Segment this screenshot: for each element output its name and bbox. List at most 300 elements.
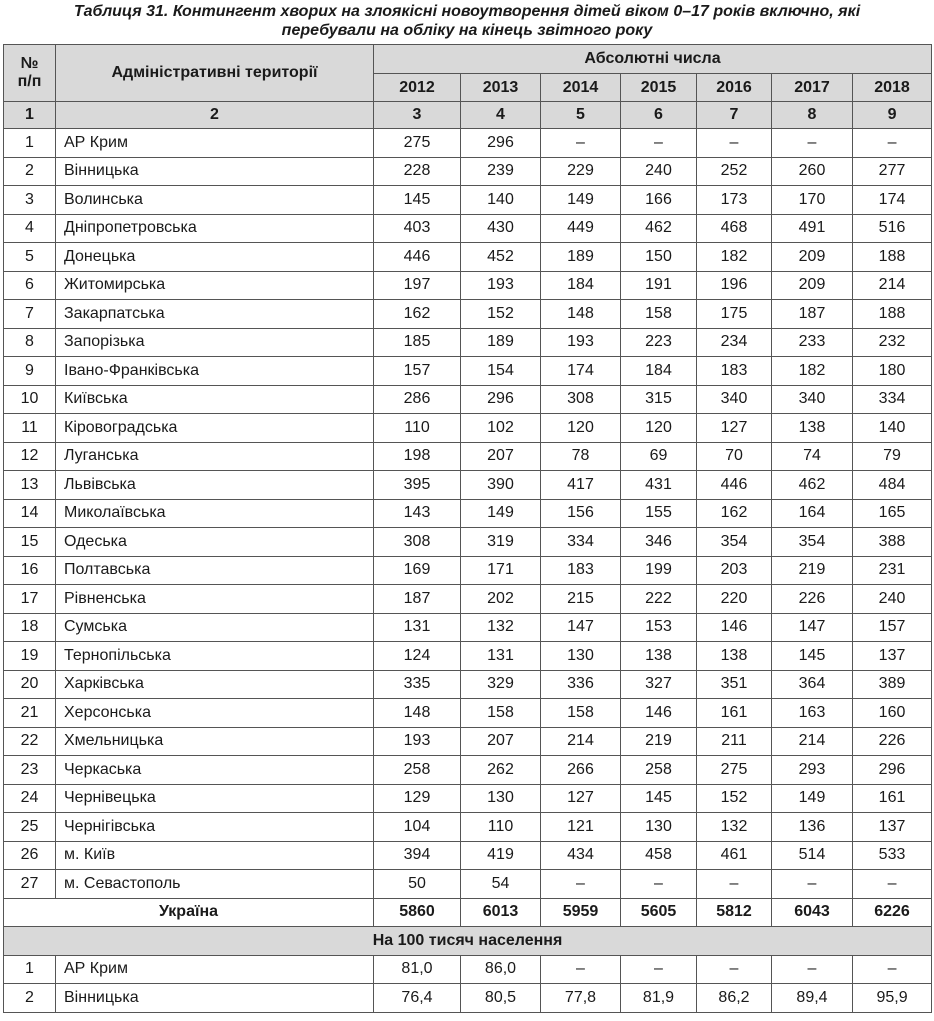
value-cell: – (621, 955, 697, 984)
table-title (0, 0, 934, 44)
value-cell: 163 (772, 699, 853, 728)
value-cell: – (853, 955, 932, 984)
value-cell: 74 (772, 442, 853, 471)
table-row (4, 328, 932, 357)
value-cell: 394 (374, 841, 461, 870)
row-number: 22 (4, 727, 56, 756)
value-cell: 162 (374, 300, 461, 329)
header-year: 2014 (541, 74, 621, 102)
value-cell: 395 (374, 471, 461, 500)
value-cell: 334 (541, 528, 621, 557)
value-cell: 231 (853, 556, 932, 585)
territory-name: АР Крим (56, 129, 374, 158)
value-cell: 132 (697, 813, 772, 842)
value-cell: 203 (697, 556, 772, 585)
table-row (4, 727, 932, 756)
value-cell: 431 (621, 471, 697, 500)
value-cell: 157 (374, 357, 461, 386)
value-cell: 390 (461, 471, 541, 500)
header-year: 2017 (772, 74, 853, 102)
value-cell: 335 (374, 670, 461, 699)
value-cell: 143 (374, 499, 461, 528)
value-cell: 193 (541, 328, 621, 357)
header-year: 2013 (461, 74, 541, 102)
row-number: 6 (4, 271, 56, 300)
value-cell: 137 (853, 813, 932, 842)
value-cell: 219 (772, 556, 853, 585)
value-cell: 187 (772, 300, 853, 329)
value-cell: 461 (697, 841, 772, 870)
value-cell: 419 (461, 841, 541, 870)
value-cell: 296 (461, 129, 541, 158)
value-cell: 209 (772, 271, 853, 300)
value-cell: 145 (621, 784, 697, 813)
header-year: 2012 (374, 74, 461, 102)
value-cell: 188 (853, 300, 932, 329)
value-cell: 104 (374, 813, 461, 842)
value-cell: 180 (853, 357, 932, 386)
row-number: 18 (4, 613, 56, 642)
territory-name: Черкаська (56, 756, 374, 785)
total-value: 6043 (772, 898, 853, 927)
value-cell: 336 (541, 670, 621, 699)
value-cell: 161 (697, 699, 772, 728)
value-cell: 185 (374, 328, 461, 357)
value-cell: 146 (697, 613, 772, 642)
table-row (4, 214, 932, 243)
value-cell: 226 (853, 727, 932, 756)
total-row (4, 898, 932, 927)
header-num-line2: п/п (17, 73, 42, 90)
territory-name: м. Київ (56, 841, 374, 870)
value-cell: 162 (697, 499, 772, 528)
value-cell: 153 (621, 613, 697, 642)
value-cell: 127 (697, 414, 772, 443)
table-row (4, 984, 932, 1013)
value-cell: 458 (621, 841, 697, 870)
territory-name: Миколаївська (56, 499, 374, 528)
table-row (4, 756, 932, 785)
territory-name: Івано-Франківська (56, 357, 374, 386)
value-cell: 214 (772, 727, 853, 756)
row-number: 25 (4, 813, 56, 842)
value-cell: 215 (541, 585, 621, 614)
table-row (4, 499, 932, 528)
value-cell: – (772, 955, 853, 984)
value-cell: 131 (461, 642, 541, 671)
total-value: 5605 (621, 898, 697, 927)
value-cell: 319 (461, 528, 541, 557)
table-row (4, 129, 932, 158)
row-number: 17 (4, 585, 56, 614)
row-number: 9 (4, 357, 56, 386)
territory-name: м. Севастополь (56, 870, 374, 899)
value-cell: – (853, 870, 932, 899)
territory-name: Хмельницька (56, 727, 374, 756)
value-cell: 329 (461, 670, 541, 699)
value-cell: 81,9 (621, 984, 697, 1013)
value-cell: 78 (541, 442, 621, 471)
value-cell: 175 (697, 300, 772, 329)
table-row (4, 585, 932, 614)
table-row (4, 442, 932, 471)
value-cell: 262 (461, 756, 541, 785)
header-num (4, 45, 56, 102)
value-cell: 189 (461, 328, 541, 357)
value-cell: – (621, 129, 697, 158)
value-cell: 173 (697, 186, 772, 215)
section-header-row (4, 927, 932, 956)
total-value: 5860 (374, 898, 461, 927)
territory-name: АР Крим (56, 955, 374, 984)
value-cell: 327 (621, 670, 697, 699)
value-cell: 80,5 (461, 984, 541, 1013)
value-cell: 147 (541, 613, 621, 642)
row-number: 11 (4, 414, 56, 443)
value-cell: 166 (621, 186, 697, 215)
value-cell: 161 (853, 784, 932, 813)
value-cell: 164 (772, 499, 853, 528)
table-title-line2: перебували на обліку на кінець звітного року (281, 22, 653, 39)
value-cell: 234 (697, 328, 772, 357)
value-cell: 308 (541, 385, 621, 414)
total-label: Україна (4, 898, 374, 927)
value-cell: 89,4 (772, 984, 853, 1013)
header-year: 2016 (697, 74, 772, 102)
table-row (4, 613, 932, 642)
value-cell: 127 (541, 784, 621, 813)
col-number: 6 (621, 102, 697, 129)
value-cell: 340 (772, 385, 853, 414)
table-title-line1: Таблиця 31. Контингент хворих на злоякісні новоутворення дітей віком 0–17 років включно, які (73, 3, 861, 20)
value-cell: 214 (541, 727, 621, 756)
table-row (4, 243, 932, 272)
col-number: 1 (4, 102, 56, 129)
value-cell: – (697, 955, 772, 984)
value-cell: 138 (772, 414, 853, 443)
value-cell: 136 (772, 813, 853, 842)
total-value: 5959 (541, 898, 621, 927)
value-cell: 70 (697, 442, 772, 471)
row-number: 8 (4, 328, 56, 357)
value-cell: 258 (374, 756, 461, 785)
row-number: 20 (4, 670, 56, 699)
value-cell: 155 (621, 499, 697, 528)
value-cell: 182 (772, 357, 853, 386)
value-cell: 228 (374, 157, 461, 186)
territory-name: Луганська (56, 442, 374, 471)
value-cell: 222 (621, 585, 697, 614)
value-cell: 220 (697, 585, 772, 614)
row-number: 12 (4, 442, 56, 471)
col-number: 4 (461, 102, 541, 129)
value-cell: 430 (461, 214, 541, 243)
row-number: 24 (4, 784, 56, 813)
table-row (4, 813, 932, 842)
value-cell: 364 (772, 670, 853, 699)
row-number: 27 (4, 870, 56, 899)
table-row (4, 186, 932, 215)
value-cell: 232 (853, 328, 932, 357)
territory-name: Донецька (56, 243, 374, 272)
value-cell: 266 (541, 756, 621, 785)
value-cell: 193 (461, 271, 541, 300)
value-cell: 149 (541, 186, 621, 215)
value-cell: 286 (374, 385, 461, 414)
territory-name: Чернігівська (56, 813, 374, 842)
row-number: 14 (4, 499, 56, 528)
row-number: 7 (4, 300, 56, 329)
value-cell: 138 (621, 642, 697, 671)
total-value: 6226 (853, 898, 932, 927)
table-row (4, 556, 932, 585)
value-cell: 174 (541, 357, 621, 386)
value-cell: 148 (374, 699, 461, 728)
value-cell: 189 (541, 243, 621, 272)
value-cell: 315 (621, 385, 697, 414)
value-cell: 533 (853, 841, 932, 870)
value-cell: 152 (461, 300, 541, 329)
value-cell: 207 (461, 442, 541, 471)
territory-name: Житомирська (56, 271, 374, 300)
value-cell: 202 (461, 585, 541, 614)
col-number: 7 (697, 102, 772, 129)
value-cell: 462 (772, 471, 853, 500)
row-number: 3 (4, 186, 56, 215)
value-cell: 260 (772, 157, 853, 186)
value-cell: 275 (374, 129, 461, 158)
value-cell: 196 (697, 271, 772, 300)
value-cell: 77,8 (541, 984, 621, 1013)
row-number: 16 (4, 556, 56, 585)
value-cell: 138 (697, 642, 772, 671)
table-row (4, 357, 932, 386)
value-cell: 233 (772, 328, 853, 357)
territory-name: Дніпропетровська (56, 214, 374, 243)
value-cell: 154 (461, 357, 541, 386)
value-cell: 403 (374, 214, 461, 243)
territory-name: Вінницька (56, 984, 374, 1013)
value-cell: 516 (853, 214, 932, 243)
value-cell: 340 (697, 385, 772, 414)
value-cell: 110 (461, 813, 541, 842)
value-cell: 188 (853, 243, 932, 272)
row-number: 4 (4, 214, 56, 243)
territory-name: Сумська (56, 613, 374, 642)
value-cell: – (697, 129, 772, 158)
value-cell: 171 (461, 556, 541, 585)
value-cell: 199 (621, 556, 697, 585)
value-cell: 129 (374, 784, 461, 813)
header-year: 2018 (853, 74, 932, 102)
value-cell: 169 (374, 556, 461, 585)
value-cell: 152 (697, 784, 772, 813)
value-cell: 149 (772, 784, 853, 813)
value-cell: 54 (461, 870, 541, 899)
value-cell: 452 (461, 243, 541, 272)
value-cell: 69 (621, 442, 697, 471)
value-cell: 334 (853, 385, 932, 414)
header-territory: Адміністративні території (56, 45, 374, 102)
territory-name: Чернівецька (56, 784, 374, 813)
row-number: 1 (4, 129, 56, 158)
value-cell: 209 (772, 243, 853, 272)
value-cell: 293 (772, 756, 853, 785)
value-cell: – (621, 870, 697, 899)
value-cell: 95,9 (853, 984, 932, 1013)
value-cell: – (541, 955, 621, 984)
territory-name: Полтавська (56, 556, 374, 585)
total-value: 5812 (697, 898, 772, 927)
col-number: 2 (56, 102, 374, 129)
territory-name: Тернопільська (56, 642, 374, 671)
value-cell: 130 (541, 642, 621, 671)
value-cell: 158 (621, 300, 697, 329)
value-cell: – (541, 129, 621, 158)
territory-name: Харківська (56, 670, 374, 699)
table-body (4, 129, 932, 1013)
value-cell: 131 (374, 613, 461, 642)
value-cell: 258 (621, 756, 697, 785)
value-cell: 187 (374, 585, 461, 614)
value-cell: 223 (621, 328, 697, 357)
value-cell: 50 (374, 870, 461, 899)
value-cell: 182 (697, 243, 772, 272)
col-number: 8 (772, 102, 853, 129)
row-number: 2 (4, 157, 56, 186)
territory-name: Запорізька (56, 328, 374, 357)
value-cell: 148 (541, 300, 621, 329)
value-cell: – (697, 870, 772, 899)
col-number: 3 (374, 102, 461, 129)
territory-name: Львівська (56, 471, 374, 500)
value-cell: – (772, 129, 853, 158)
value-cell: 110 (374, 414, 461, 443)
value-cell: 157 (853, 613, 932, 642)
value-cell: 308 (374, 528, 461, 557)
table-row (4, 955, 932, 984)
total-value: 6013 (461, 898, 541, 927)
territory-name: Херсонська (56, 699, 374, 728)
value-cell: 146 (621, 699, 697, 728)
value-cell: 240 (853, 585, 932, 614)
table-row (4, 699, 932, 728)
row-number: 15 (4, 528, 56, 557)
value-cell: 147 (772, 613, 853, 642)
value-cell: 124 (374, 642, 461, 671)
value-cell: 462 (621, 214, 697, 243)
table-row (4, 414, 932, 443)
header-absolute: Абсолютні числа (374, 45, 932, 74)
value-cell: 149 (461, 499, 541, 528)
value-cell: 191 (621, 271, 697, 300)
value-cell: 417 (541, 471, 621, 500)
value-cell: – (541, 870, 621, 899)
territory-name: Одеська (56, 528, 374, 557)
value-cell: 137 (853, 642, 932, 671)
value-cell: – (772, 870, 853, 899)
value-cell: 446 (697, 471, 772, 500)
value-cell: 491 (772, 214, 853, 243)
col-number: 5 (541, 102, 621, 129)
value-cell: 449 (541, 214, 621, 243)
territory-name: Вінницька (56, 157, 374, 186)
value-cell: 145 (374, 186, 461, 215)
value-cell: 354 (772, 528, 853, 557)
value-cell: 219 (621, 727, 697, 756)
value-cell: 351 (697, 670, 772, 699)
value-cell: 468 (697, 214, 772, 243)
table-row (4, 385, 932, 414)
value-cell: 79 (853, 442, 932, 471)
value-cell: 170 (772, 186, 853, 215)
value-cell: 184 (541, 271, 621, 300)
value-cell: 354 (697, 528, 772, 557)
header-num-line1: № (20, 55, 39, 72)
value-cell: 446 (374, 243, 461, 272)
table-row (4, 471, 932, 500)
row-number: 21 (4, 699, 56, 728)
col-number: 9 (853, 102, 932, 129)
row-number: 1 (4, 955, 56, 984)
table-row (4, 784, 932, 813)
value-cell: 484 (853, 471, 932, 500)
value-cell: 252 (697, 157, 772, 186)
value-cell: 76,4 (374, 984, 461, 1013)
table-row (4, 157, 932, 186)
table-row (4, 642, 932, 671)
value-cell: 207 (461, 727, 541, 756)
value-cell: 165 (853, 499, 932, 528)
territory-name: Київська (56, 385, 374, 414)
value-cell: 514 (772, 841, 853, 870)
value-cell: 140 (461, 186, 541, 215)
table-row (4, 870, 932, 899)
value-cell: 239 (461, 157, 541, 186)
row-number: 10 (4, 385, 56, 414)
row-number: 19 (4, 642, 56, 671)
value-cell: – (853, 129, 932, 158)
value-cell: 197 (374, 271, 461, 300)
value-cell: 130 (461, 784, 541, 813)
value-cell: 184 (621, 357, 697, 386)
table-row (4, 271, 932, 300)
value-cell: 102 (461, 414, 541, 443)
table-row (4, 841, 932, 870)
value-cell: 158 (461, 699, 541, 728)
value-cell: 120 (541, 414, 621, 443)
value-cell: 193 (374, 727, 461, 756)
value-cell: 140 (853, 414, 932, 443)
value-cell: 174 (853, 186, 932, 215)
value-cell: 120 (621, 414, 697, 443)
value-cell: 183 (697, 357, 772, 386)
value-cell: 388 (853, 528, 932, 557)
header-year: 2015 (621, 74, 697, 102)
value-cell: 130 (621, 813, 697, 842)
territory-name: Рівненська (56, 585, 374, 614)
row-number: 2 (4, 984, 56, 1013)
row-number: 5 (4, 243, 56, 272)
territory-name: Волинська (56, 186, 374, 215)
data-table (3, 44, 932, 1013)
value-cell: 226 (772, 585, 853, 614)
section-label: На 100 тисяч населення (4, 927, 932, 956)
territory-name: Кіровоградська (56, 414, 374, 443)
table-row (4, 670, 932, 699)
value-cell: 158 (541, 699, 621, 728)
value-cell: 211 (697, 727, 772, 756)
